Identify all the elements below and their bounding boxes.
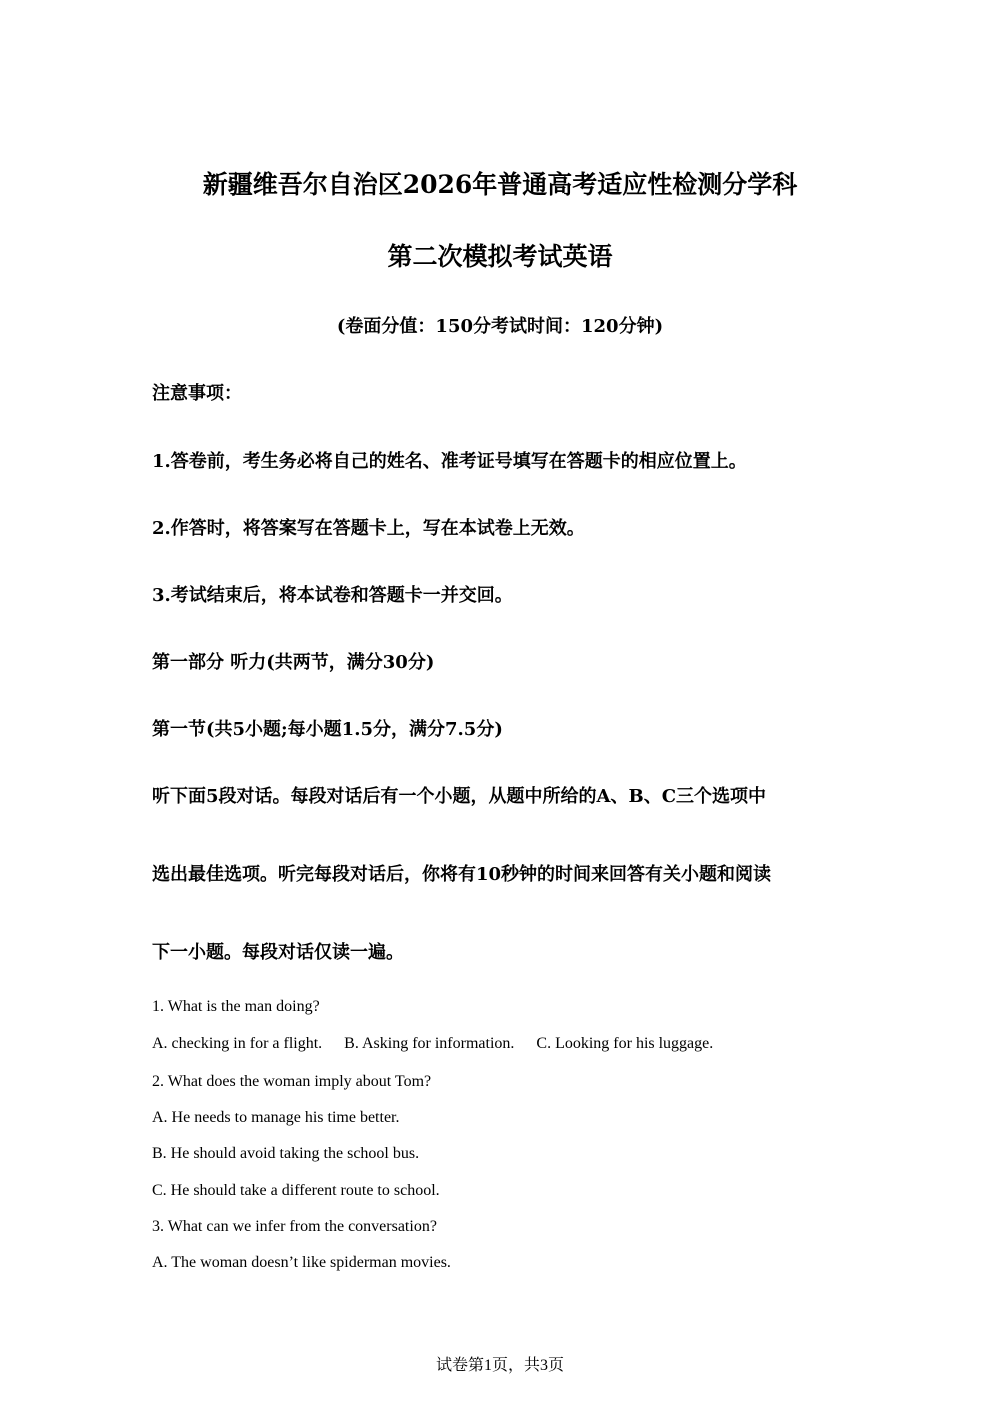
note-item-1: 1.答卷前，考生务必将自己的姓名、准考证号填写在答题卡的相应位置上。	[152, 451, 747, 472]
question-1-options	[152, 1033, 852, 1055]
exam-title-line2: 第二次模拟考试英语	[387, 242, 613, 271]
instruction-line-3: 下一小题。每段对话仅读一遍。	[152, 942, 404, 963]
part1-heading: 第一部分 听力(共两节，满分30分)	[152, 652, 435, 673]
question-2-option-b: B. He should avoid taking the school bus.	[152, 1145, 420, 1162]
notes-heading: 注意事项：	[152, 383, 242, 404]
question-1-option-b: B. Asking for information.	[344, 1035, 515, 1052]
question-2: 2. What does the woman imply about Tom?	[152, 1073, 432, 1090]
question-3-option-a: A. The woman doesn’t like spiderman movies.	[152, 1254, 451, 1271]
exam-title-line1: 新疆维吾尔自治区2026年普通高考适应性检测分学科	[202, 170, 798, 199]
note-item-2: 2.作答时，将答案写在答题卡上，写在本试卷上无效。	[152, 518, 585, 539]
section1-heading: 第一节(共5小题;每小题1.5分，满分7.5分)	[152, 719, 503, 740]
question-1: 1. What is the man doing?	[152, 998, 320, 1015]
note-item-3: 3.考试结束后，将本试卷和答题卡一并交回。	[152, 585, 513, 606]
score-info: (卷面分值：150分考试时间：120分钟)	[336, 316, 664, 337]
instruction-line-1: 听下面5段对话。每段对话后有一个小题，从题中所给的A、B、C三个选项中	[152, 786, 767, 807]
page-footer: 试卷第1页，共3页	[435, 1357, 564, 1374]
question-1-option-c: C. Looking for his luggage.	[536, 1035, 714, 1052]
question-1-option-a: A. checking in for a flight.	[152, 1035, 323, 1052]
instruction-line-2: 选出最佳选项。听完每段对话后，你将有10秒钟的时间来回答有关小题和阅读	[152, 864, 772, 885]
question-3: 3. What can we infer from the conversation?	[152, 1218, 437, 1235]
question-2-option-a: A. He needs to manage his time better.	[152, 1109, 400, 1126]
question-2-option-c: C. He should take a different route to school.	[152, 1182, 440, 1199]
